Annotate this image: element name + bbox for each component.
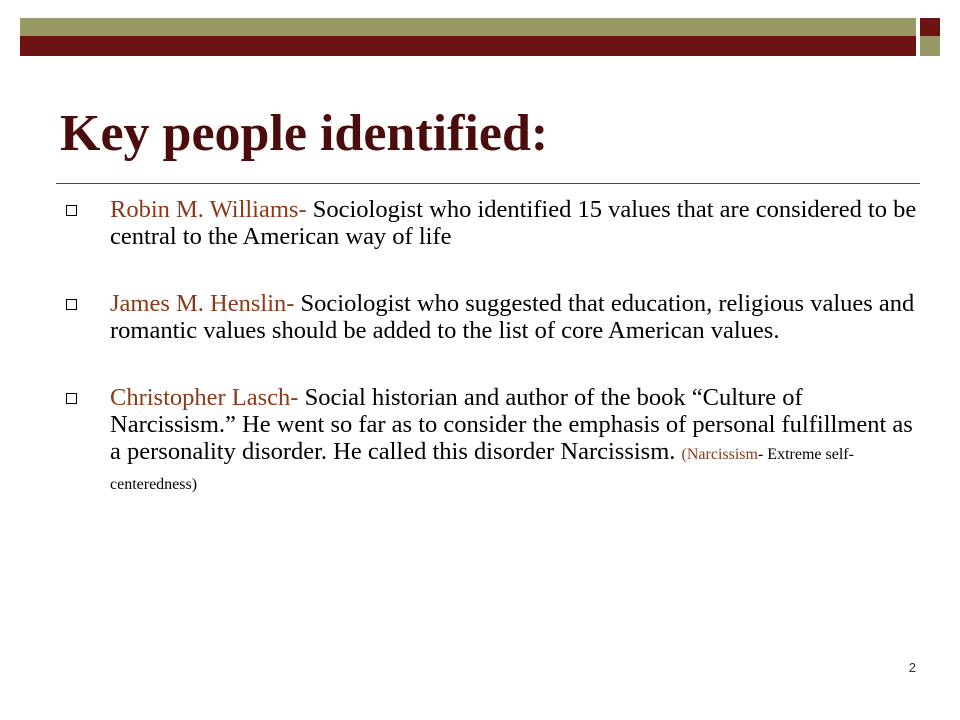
slide-title: Key people identified: xyxy=(60,105,549,162)
bullet-item-williams xyxy=(60,196,920,250)
square-bullet-icon xyxy=(66,299,77,310)
square-bullet-icon xyxy=(66,393,77,404)
definition-term: Narcissism xyxy=(686,446,758,463)
definition-text: - Extreme self-centeredness) xyxy=(110,446,854,493)
person-name: James M. Henslin- xyxy=(110,290,295,317)
header-bar-maroon xyxy=(20,36,916,56)
title-divider xyxy=(56,183,920,184)
page-number: 2 xyxy=(908,660,916,675)
header-square-maroon xyxy=(920,18,940,36)
definition-open-paren: ( xyxy=(681,446,687,463)
person-name: Robin M. Williams- xyxy=(110,196,307,223)
person-description: Social historian and author of the book “Culture of Narcissism.” He went so far as to consider the emphasis of personal fulfillment as a personality disorder. He called this disorder Narcissism. xyxy=(110,384,913,465)
bullet-list xyxy=(60,196,920,498)
header-square-olive xyxy=(920,36,940,56)
person-description: Sociologist who identified 15 values that are considered to be central to the American way of life xyxy=(110,196,917,250)
header-bar-olive xyxy=(20,18,916,36)
square-bullet-icon xyxy=(66,205,77,216)
person-name: Christopher Lasch- xyxy=(110,384,299,411)
person-description: Sociologist who suggested that education, religious values and romantic values should be added to the list of core American values. xyxy=(110,290,915,344)
bullet-item-lasch xyxy=(60,384,920,498)
bullet-item-henslin xyxy=(60,290,920,344)
